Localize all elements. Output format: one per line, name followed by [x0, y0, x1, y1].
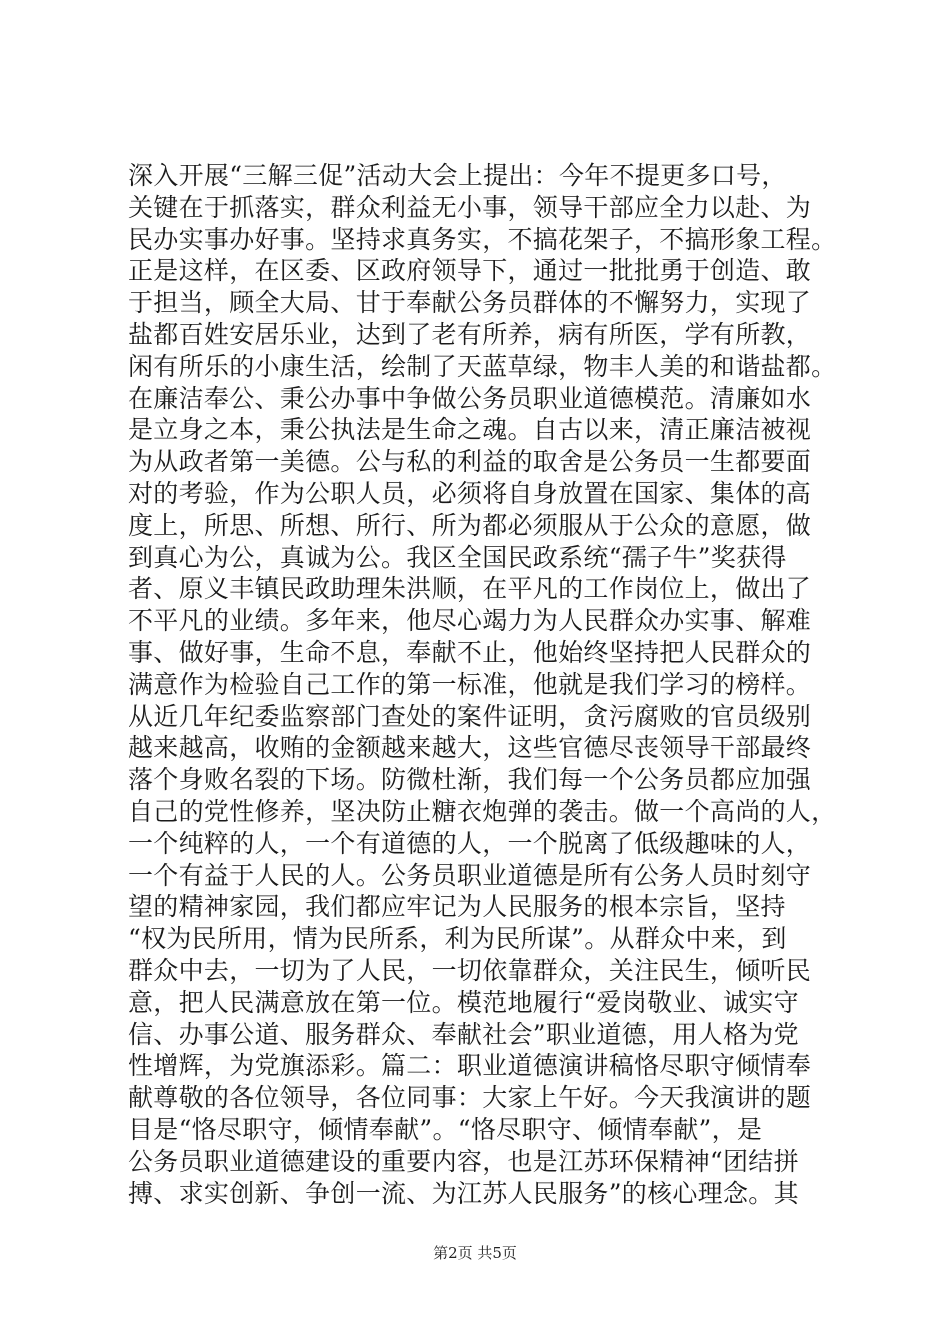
text-line: 盐都百姓安居乐业，达到了老有所养，病有所医，学有所教，: [128, 319, 812, 349]
text-line: 闲有所乐的小康生活，绘制了天蓝草绿，物丰人美的和谐盐都。: [128, 351, 837, 381]
text-line: 性增辉，为党旗添彩。篇二：职业道德演讲稿恪尽职守倾情奉: [128, 1051, 812, 1081]
text-line: 民办实事办好事。坚持求真务实，不搞花架子，不搞形象工程。: [128, 224, 837, 254]
text-line: 关键在于抓落实，群众利益无小事，领导干部应全力以赴、为: [128, 192, 812, 222]
text-line: 度上，所思、所想、所行、所为都必须服从于公众的意愿，做: [128, 510, 812, 540]
text-line: 正是这样，在区委、区政府领导下，通过一批批勇于创造、敢: [128, 256, 812, 286]
text-line: 事、做好事，生命不息，奉献不止，他始终坚持把人民群众的: [128, 637, 812, 667]
text-line: 公务员职业道德建设的重要内容，也是江苏环保精神“团结拼: [128, 1146, 799, 1176]
text-line: 为从政者第一美德。公与私的利益的取舍是公务员一生都要面: [128, 447, 812, 477]
text-line: 越来越高，收贿的金额越来越大，这些官德尽丧领导干部最终: [128, 733, 812, 763]
text-line: 从近几年纪委监察部门查处的案件证明，贪污腐败的官员级别: [128, 701, 812, 731]
text-line: 一个纯粹的人，一个有道德的人，一个脱离了低级趣味的人，: [128, 828, 812, 858]
text-line: 信、办事公道、服务群众、奉献社会”职业道德，用人格为党: [128, 1019, 799, 1049]
text-line: 目是“恪尽职守，倾情奉献”。“恪尽职守、倾情奉献”，是: [128, 1114, 763, 1144]
text-line: 不平凡的业绩。多年来，他尽心竭力为人民群众办实事、解难: [128, 606, 812, 636]
text-line: 落个身败名裂的下场。防微杜渐，我们每一个公务员都应加强: [128, 765, 812, 795]
page-number-footer: 第2页 共5页: [433, 1244, 517, 1262]
text-line: 满意作为检验自己工作的第一标准，他就是我们学习的榜样。: [128, 669, 812, 699]
text-line: 群众中去，一切为了人民，一切依靠群众，关注民生，倾听民: [128, 955, 812, 985]
text-line: 献尊敬的各位领导，各位同事：大家上午好。今天我演讲的题: [128, 1083, 812, 1113]
text-line: 望的精神家园，我们都应牢记为人民服务的根本宗旨，坚持: [128, 892, 786, 922]
text-line: 意，把人民满意放在第一位。模范地履行“爱岗敬业、诚实守: [128, 987, 799, 1017]
text-line: “权为民所用，情为民所系，利为民所谋”。从群众中来，到: [128, 924, 787, 954]
text-line: 于担当，顾全大局、甘于奉献公务员群体的不懈努力，实现了: [128, 288, 812, 318]
text-line: 搏、求实创新、争创一流、为江苏人民服务”的核心理念。其: [128, 1178, 799, 1208]
text-line: 对的考验，作为公职人员，必须将自身放置在国家、集体的高: [128, 478, 812, 508]
text-line: 是立身之本，秉公执法是生命之魂。自古以来，清正廉洁被视: [128, 415, 812, 445]
body-text: [128, 160, 837, 1209]
text-line: 在廉洁奉公、秉公办事中争做公务员职业道德模范。清廉如水: [128, 383, 812, 413]
text-line: 一个有益于人民的人。公务员职业道德是所有公务人员时刻守: [128, 860, 812, 890]
text-line: 者、原义丰镇民政助理朱洪顺，在平凡的工作岗位上，做出了: [128, 574, 812, 604]
text-line: 到真心为公，真诚为公。我区全国民政系统“孺子牛”奖获得: [128, 542, 787, 572]
text-line: 自己的党性修养，坚决防止糖衣炮弹的袭击。做一个高尚的人，: [128, 796, 837, 826]
text-line: 深入开展“三解三促”活动大会上提出：今年不提更多口号，: [128, 161, 787, 190]
